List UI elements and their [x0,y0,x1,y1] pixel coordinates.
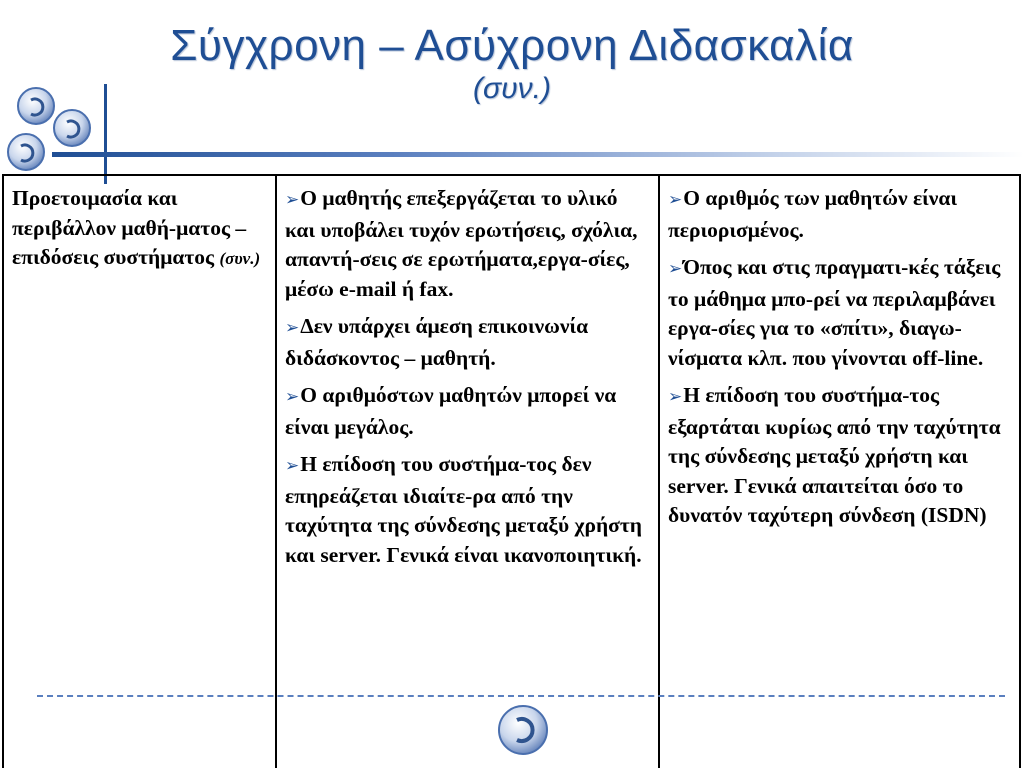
slide-title: Σύγχρονη – Ασύχρονη Διδασκαλία [170,21,854,70]
synchronous-cell [276,175,659,768]
arrow-bullet-icon: ➢ [285,318,300,338]
bullet-text: Η επίδοση του συστήμα-τος δεν επηρεάζεται ιδιαίτε-ρα από την ταχύτητα της σύνδεσης μεταξύ χρήστη και server. Γενικά είναι ικανοποιητική. [285,452,642,567]
bullet-text: Όπος και στις πραγματι-κές τάξεις το μάθημα μπο-ρεί να περιλαμβάνει εργα-σίες για το «σπίτι», διαγω-νίσματα κλπ. που γίνονται off-line. [668,255,1001,370]
bullet-text: Ο αριθμός των μαθητών είναι περιορισμένος. [668,186,958,242]
asynchronous-cell [659,175,1020,768]
row-header-text: Προετοιμασία και περιβάλλον μαθή-ματος – επιδόσεις συστήματος [12,186,247,269]
row-header-cell [3,175,276,768]
list-item [285,312,650,373]
list-item [285,381,650,442]
comparison-table [2,174,1021,768]
list-item [668,381,1011,531]
arrow-bullet-icon: ➢ [668,259,683,279]
logo-vertical-line [104,84,107,184]
list-item [285,184,650,304]
arrow-bullet-icon: ➢ [668,190,683,210]
arrow-bullet-icon: ➢ [285,456,300,476]
circle-logo-icon [492,700,554,760]
list-item [668,184,1011,245]
circles-logo-icon [0,78,110,188]
list-item [668,253,1011,373]
arrow-bullet-icon: ➢ [285,190,300,210]
arrow-bullet-icon: ➢ [285,387,300,407]
list-item [285,450,650,570]
bullet-text: Ο μαθητής επεξεργάζεται το υλικό και υποβάλει τυχόν ερωτήσεις, σχόλια, απαντή-σεις σε ερωτήματα,εργα-σίες, μέσω e-mail ή fax. [285,186,638,301]
title-underline-bar [52,152,1024,157]
slide-title-block [0,20,1024,106]
bullet-text: Δεν υπάρχει άμεση επικοινωνία διδάσκοντος – μαθητή. [285,314,589,370]
bullet-text: Η επίδοση του συστήμα-τος εξαρτάται κυρίως από την ταχύτητα της σύνδεσης μεταξύ χρήστη και server. Γενικά απαιτείται όσο το δυνατόν ταχύτερη σύνδεση (ISDN) [668,383,1001,527]
slide-subtitle: (συν.) [473,72,551,105]
arrow-bullet-icon: ➢ [668,387,683,407]
table-row [3,175,1020,768]
bullet-text: Ο αριθμόστων μαθητών μπορεί να είναι μεγάλος. [285,383,617,439]
row-header-note: (συν.) [219,249,261,268]
